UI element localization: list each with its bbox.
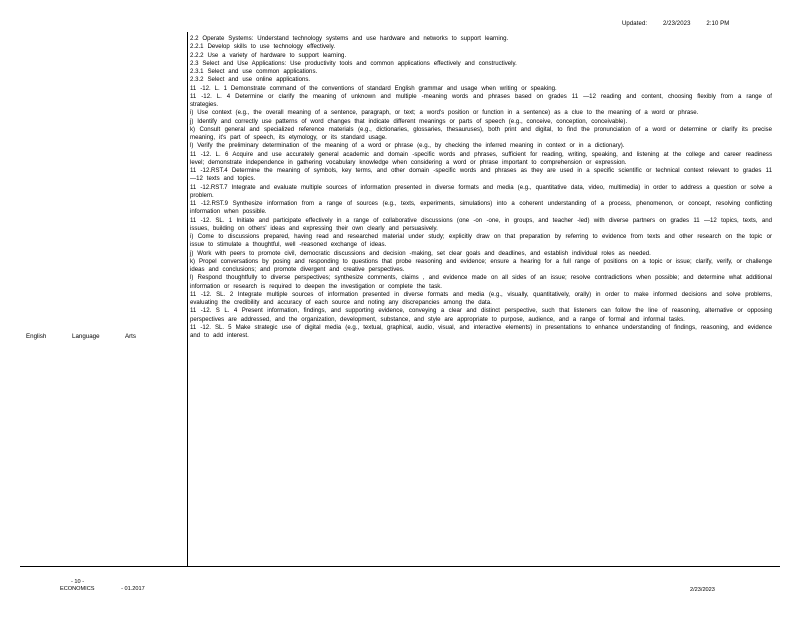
standard-paragraph: 2.2.1 Develop skills to use technology effectively. bbox=[190, 43, 336, 51]
subject-cell bbox=[26, 333, 160, 340]
subject-word: Language bbox=[72, 333, 100, 340]
page-number: - 10 - bbox=[71, 579, 85, 585]
standard-paragraph: 11 -12. SL. 2 Integrate multiple sources of information presented in diverse formats and media (e.g., visually, quantitatively, orally) in order to make informed decisions and solve problems, evaluating the credibility and accuracy of each source and noting any discrepancies among the data. bbox=[190, 290, 772, 306]
standard-paragraph: i) Use context (e.g., the overall meaning of a sentence, paragraph, or text; a word's position or function in a sentence) as a clue to the meaning of a word or phrase. bbox=[190, 109, 699, 117]
standard-paragraph: 11 -12. L. 4 Determine or clarify the meaning of unknown and multiple -meaning words and phrases based on grades 11 —12 reading and content, choosing flexibly from a range of strategies. bbox=[190, 92, 772, 108]
standard-paragraph: l) Verify the preliminary determination of the meaning of a word or phrase (e.g., by checking the inferred meaning in context or in a dictionary). bbox=[190, 142, 625, 150]
footer-date: 2/23/2023 bbox=[690, 587, 715, 593]
standard-paragraph: j) Work with peers to promote civil, democratic discussions and decision -making, set clear goals and deadlines, and establish individual roles as needed. bbox=[190, 249, 651, 257]
standard-paragraph: 11 -12. SL. 5 Make strategic use of digital media (e.g., textual, graphical, audio, visual, and interactive elements) in presentations to enhance understanding of findings, reasoning, and evidence and to add interest. bbox=[190, 323, 772, 339]
standard-paragraph: 11 -12.RST.7 Integrate and evaluate multiple sources of information presented in diverse formats and media (e.g., quantitative data, video, multimedia) in order to address a question or solve a problem. bbox=[190, 183, 772, 199]
standard-paragraph: l) Respond thoughtfully to diverse perspectives; synthesize comments, claims , and evidence made on all sides of an issue; resolve contradictions when possible; and determine what additional information or research is required to deepen the investigation or complete the task. bbox=[190, 274, 772, 290]
standard-paragraph: 2.3.1 Select and use common applications. bbox=[190, 68, 318, 75]
footer-left bbox=[60, 579, 145, 593]
updated-stamp bbox=[622, 21, 743, 27]
version-label: - 01.2017 bbox=[121, 586, 145, 592]
standard-paragraph: j) Identify and correctly use patterns of word changes that indicate different meanings or parts of speech (e.g., conceive, conception, conceivable). bbox=[190, 117, 628, 125]
column-divider bbox=[187, 32, 188, 566]
standard-paragraph: 2.2.2 Use a variety of hardware to support learning. bbox=[190, 51, 347, 59]
standard-paragraph: i) Come to discussions prepared, having read and researched material under study; explicitly draw on that preparation by referring to evidence from texts and other research on the topic or issue to stimulate a thoughtful, well -reasoned exchange of ideas. bbox=[190, 233, 772, 249]
subject-word: English bbox=[26, 333, 47, 340]
standard-paragraph: 2.2 Operate Systems: Understand technology systems and use hardware and networks to support learning. bbox=[190, 35, 509, 42]
course-name: ECONOMICS bbox=[60, 586, 95, 592]
table-bottom-rule bbox=[20, 566, 780, 567]
standard-paragraph: 11 -12.RST.9 Synthesize information from a range of sources (e.g., texts, experiments, simulations) into a coherent understanding of a process, phenomenon, or concept, resolving conflicting information when possible. bbox=[190, 200, 772, 216]
standards-cell bbox=[190, 35, 772, 340]
updated-date: 2/23/2023 bbox=[662, 21, 691, 27]
updated-label: Updated: bbox=[622, 21, 648, 27]
standard-paragraph: 2.3.2 Select and use online applications. bbox=[190, 76, 311, 84]
standard-paragraph: 11 -12. S L. 4 Present information, findings, and supporting evidence, conveying a clear and distinct perspective, such that listeners can follow the line of reasoning, alternative or opposing perspectives are addressed, and the organization, development, substance, and style are appropriate to purpose, audience, and a range of formal and informal tasks. bbox=[190, 307, 772, 323]
standard-paragraph: k) Propel conversations by posing and responding to questions that probe reasoning and evidence; ensure a hearing for a full range of positions on a topic or issue; clarify, verify, or challenge ideas and conclusions; and promote divergent and creative perspectives. bbox=[190, 257, 772, 273]
standard-paragraph: 11 -12. L. 1 Demonstrate command of the conventions of standard English grammar and usage when writing or speaking. bbox=[190, 84, 557, 92]
standard-paragraph: 11 -12.RST.4 Determine the meaning of symbols, key terms, and other domain -specific words and phrases as they are used in a specific scientific or technical context relevant to grades 11 —12 texts and topics. bbox=[190, 167, 772, 183]
standard-paragraph: 11 -12. SL. 1 Initiate and participate effectively in a range of collaborative discussions (one -on -one, in groups, and teacher -led) with diverse partners on grades 11 —12 topics, texts, and issues, building on others' ideas and expressing their own clearly and persuasively. bbox=[190, 216, 772, 232]
standard-paragraph: k) Consult general and specialized reference materials (e.g., dictionaries, glossaries, thesauruses), both print and digital, to find the pronunciation of a word or determine or clarify its precise meaning, it's part of speech, its etymology, or its standard usage. bbox=[190, 125, 772, 141]
updated-time: 2:10 PM bbox=[706, 21, 730, 27]
standard-paragraph: 2.3 Select and Use Applications: Use productivity tools and common applications effectively and constructively. bbox=[190, 59, 517, 67]
subject-word: Arts bbox=[124, 333, 136, 340]
standard-paragraph: 11 -12. L. 6 Acquire and use accurately general academic and domain -specific words and phrases, sufficient for reading, writing, speaking, and listening at the college and career readiness level; demonstrate independence in gathering vocabulary knowledge when considering a word or phrase important to comprehension or expression. bbox=[190, 150, 772, 166]
